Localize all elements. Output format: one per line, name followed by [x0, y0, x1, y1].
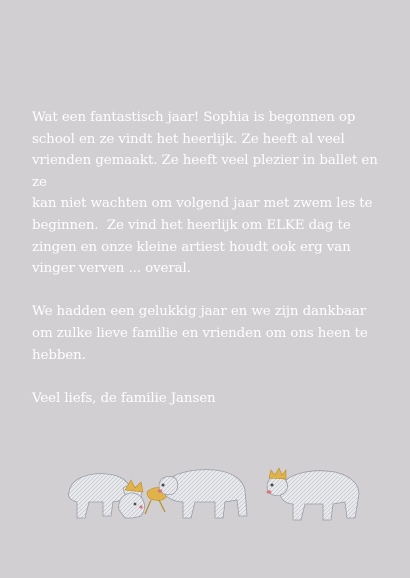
line: hebben. — [32, 347, 86, 363]
line: Wat een fantastisch jaar! Sophia is begonnen op — [32, 110, 356, 125]
line: vrienden gemaakt. Ze heeft veel plezier in ballet en ze — [32, 153, 378, 190]
line: beginnen. Ze vind het heerlijk om ELKE dag te — [32, 217, 351, 233]
line: We hadden een gelukkig jaar en we zijn dankbaar — [32, 304, 367, 320]
card-message — [32, 107, 378, 409]
line: om zulke lieve familie en vrienden om ons heen te — [32, 325, 368, 341]
line: zingen en onze kleine artiest houdt ook erg van — [32, 239, 351, 255]
paragraph-1 — [32, 107, 378, 280]
line: school en ze vindt het heerlijk. Ze heeft al veel — [32, 131, 345, 147]
polar-bears-illustration — [55, 452, 365, 542]
paragraph-2 — [32, 301, 378, 366]
line: Veel liefs, de familie Jansen — [32, 390, 216, 406]
line: vinger verven ... overal. — [32, 261, 191, 277]
polar-bear-icon — [158, 470, 247, 518]
polar-bear-icon — [267, 468, 359, 520]
signature — [32, 388, 378, 410]
line: kan niet wachten om volgend jaar met zwem les te — [32, 196, 373, 212]
